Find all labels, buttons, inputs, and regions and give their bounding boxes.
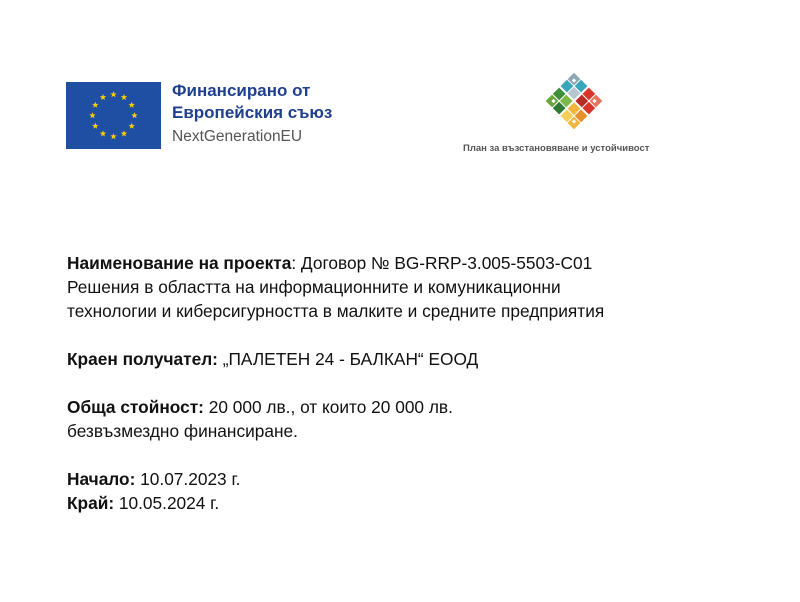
start-date-line [67, 467, 747, 491]
project-contract-number: : Договор № BG-RRP-3.005-5503-C01 [291, 253, 593, 273]
recipient-value: „ПАЛЕТЕН 24 - БАЛКАН“ ЕООД [217, 349, 479, 369]
start-date-value: 10.07.2023 г. [135, 469, 241, 489]
project-info [67, 251, 747, 515]
recovery-plan-logo [536, 68, 612, 134]
total-value-line2: безвъзмездно финансиране. [67, 421, 298, 441]
start-date-label: Начало: [67, 469, 136, 489]
total-value-line1 [67, 395, 747, 419]
eu-funding-text [172, 80, 382, 147]
project-name-line1 [67, 251, 747, 275]
recipient-label: Краен получател: [67, 349, 218, 369]
end-date-value: 10.05.2024 г. [114, 493, 220, 513]
eu-flag-logo [66, 82, 161, 149]
project-name-line3: технологии и киберсигурността в малките и средните предприятия [67, 301, 605, 321]
recovery-plan-caption: План за възстановяване и устойчивост [463, 143, 650, 154]
dates-block [67, 467, 747, 515]
total-value-label: Обща стойност: [67, 397, 204, 417]
project-name-line2: Решения в областта на информационните и комуникационни [67, 277, 561, 297]
total-value-amount: 20 000 лв., от които 20 000 лв. [203, 397, 453, 417]
project-name-label: Наименование на проекта [67, 253, 292, 273]
eu-funding-line1: Финансирано от [172, 81, 311, 100]
next-generation-eu-label: NextGenerationEU [172, 128, 303, 145]
eu-funding-line2: Европейския съюз [172, 103, 333, 122]
end-date-line [67, 491, 747, 515]
project-name-block [67, 251, 747, 323]
recipient-line [67, 347, 747, 371]
total-value-block [67, 395, 747, 443]
recipient-block [67, 347, 747, 371]
end-date-label: Край: [67, 493, 115, 513]
